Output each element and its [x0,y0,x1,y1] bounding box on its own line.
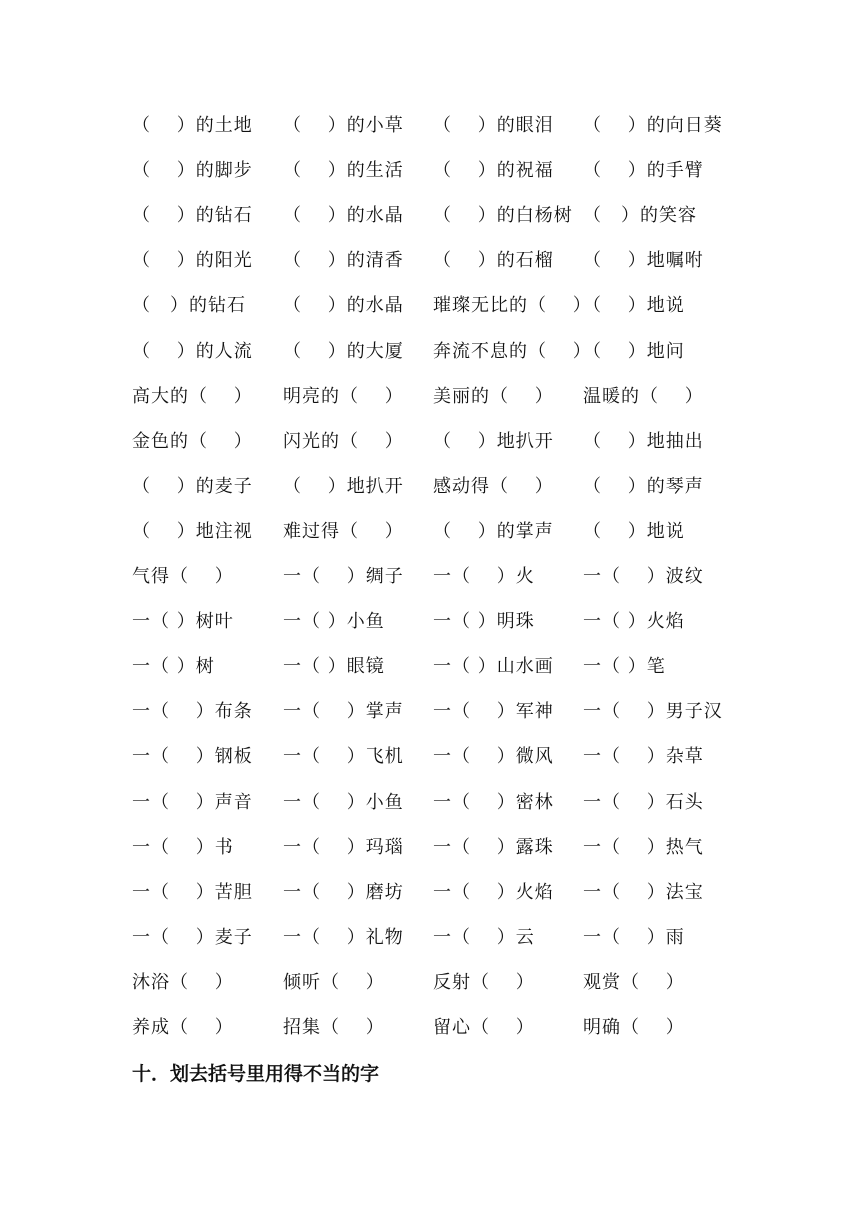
exercise-item: 璀璨无比的（ ） [433,295,592,316]
exercise-item: 一（ ）布条 [132,701,253,722]
exercise-item: 闪光的（ ） [283,431,404,452]
exercise-item: 倾听（ ） [283,972,385,993]
exercise-item: 一（ ）波纹 [583,566,704,587]
exercise-item: （ ）的人流 [132,341,253,362]
exercise-item: 一（ ）眼镜 [283,656,385,677]
exercise-row [0,245,860,277]
exercise-item: 一（ ）杂草 [583,746,704,767]
exercise-item: 一（ ）钢板 [132,746,253,767]
exercise-row [0,877,860,909]
exercise-item: 一（ ）密林 [433,792,554,813]
exercise-item: 沐浴（ ） [132,972,234,993]
exercise-item: （ ）的阳光 [132,250,253,271]
exercise-item: 一（ ）微风 [433,746,554,767]
exercise-item: （ ）的土地 [132,115,253,136]
exercise-item: （ ）的手臂 [583,160,704,181]
exercise-item: （ ）的祝福 [433,160,554,181]
exercise-row [0,1012,860,1044]
exercise-item: 留心（ ） [433,1017,535,1038]
exercise-row [0,651,860,683]
exercise-item: 一（ ）飞机 [283,746,404,767]
exercise-item: （ ）的石榴 [433,250,554,271]
exercise-item: （ ）地注视 [132,521,253,542]
exercise-item: 一（ ）磨坊 [283,882,404,903]
exercise-row [0,471,860,503]
exercise-item: 一（ ）云 [433,927,535,948]
exercise-item: （ ）的眼泪 [433,115,554,136]
exercise-row [0,741,860,773]
exercise-item: （ ）的水晶 [283,295,404,316]
exercise-item: （ ）地说 [583,521,685,542]
exercise-item: 一（ ）火焰 [583,611,685,632]
exercise-item: （ ）的麦子 [132,476,253,497]
exercise-item: （ ）的大厦 [283,341,404,362]
exercise-row [0,110,860,142]
exercise-item: 一（ ）书 [132,837,234,858]
exercise-item: 难过得（ ） [283,521,404,542]
exercise-item: （ ）的清香 [283,250,404,271]
exercise-row [0,832,860,864]
exercise-item: 一（ ）露珠 [433,837,554,858]
exercise-row [0,696,860,728]
exercise-row [0,922,860,954]
exercise-item: （ ）的水晶 [283,205,404,226]
exercise-item: （ ）的向日葵 [583,115,723,136]
exercise-row [0,336,860,368]
exercise-row [0,787,860,819]
exercise-item: 明亮的（ ） [283,386,404,407]
exercise-item: 招集（ ） [283,1017,385,1038]
exercise-item: （ ）的生活 [283,160,404,181]
exercise-row [0,290,860,322]
exercise-item: 反射（ ） [433,972,535,993]
exercise-item: （ ）的钻石 [132,295,246,316]
exercise-item: 金色的（ ） [132,431,253,452]
exercise-item: （ ）的白杨树 [433,205,573,226]
exercise-item: （ ）地扒开 [433,431,554,452]
exercise-item: 明确（ ） [583,1017,685,1038]
exercise-row [0,155,860,187]
exercise-item: （ ）的掌声 [433,521,554,542]
exercise-row [0,606,860,638]
exercise-item: 一（ ）小鱼 [283,611,385,632]
exercise-row [0,381,860,413]
section-heading: 十．划去括号里用得不当的字 [132,1063,380,1085]
exercise-item: 温暖的（ ） [583,386,704,407]
exercise-item: 一（ ）笔 [583,656,666,677]
exercise-item: 养成（ ） [132,1017,234,1038]
exercise-item: 一（ ）法宝 [583,882,704,903]
exercise-item: （ ）地问 [583,341,685,362]
exercise-item: 美丽的（ ） [433,386,554,407]
exercise-item: 高大的（ ） [132,386,253,407]
exercise-item: 一（ ）玛瑙 [283,837,404,858]
exercise-item: 一（ ）热气 [583,837,704,858]
exercise-item: 一（ ）火 [433,566,535,587]
exercise-item: 一（ ）礼物 [283,927,404,948]
exercise-item: 一（ ）苦胆 [132,882,253,903]
exercise-item: （ ）的笑容 [583,205,697,226]
exercise-item: （ ）的钻石 [132,205,253,226]
exercise-item: （ ）地嘱咐 [583,250,704,271]
exercise-row [0,967,860,999]
exercise-item: 一（ ）掌声 [283,701,404,722]
exercise-item: 一（ ）山水画 [433,656,554,677]
exercise-item: 感动得（ ） [433,476,554,497]
exercise-item: （ ）的琴声 [583,476,704,497]
exercise-item: 气得（ ） [132,566,234,587]
exercise-item: 一（ ）石头 [583,792,704,813]
exercise-item: 一（ ）麦子 [132,927,253,948]
exercise-item: 一（ ）绸子 [283,566,404,587]
exercise-item: 一（ ）军神 [433,701,554,722]
exercise-item: 一（ ）树叶 [132,611,234,632]
exercise-item: （ ）的小草 [283,115,404,136]
exercise-item: （ ）地说 [583,295,685,316]
exercise-row [0,426,860,458]
exercise-item: （ ）的脚步 [132,160,253,181]
exercise-item: 一（ ）声音 [132,792,253,813]
exercise-item: 一（ ）雨 [583,927,685,948]
exercise-item: 一（ ）树 [132,656,215,677]
exercise-row [0,516,860,548]
exercise-item: 一（ ）男子汉 [583,701,723,722]
exercise-item: （ ）地抽出 [583,431,704,452]
exercise-item: 一（ ）小鱼 [283,792,404,813]
exercise-item: 一（ ）火焰 [433,882,554,903]
exercise-row [0,200,860,232]
exercise-item: 一（ ）明珠 [433,611,535,632]
exercise-item: 观赏（ ） [583,972,685,993]
exercise-item: 奔流不息的（ ） [433,341,592,362]
exercise-row [0,561,860,593]
exercise-item: （ ）地扒开 [283,476,404,497]
